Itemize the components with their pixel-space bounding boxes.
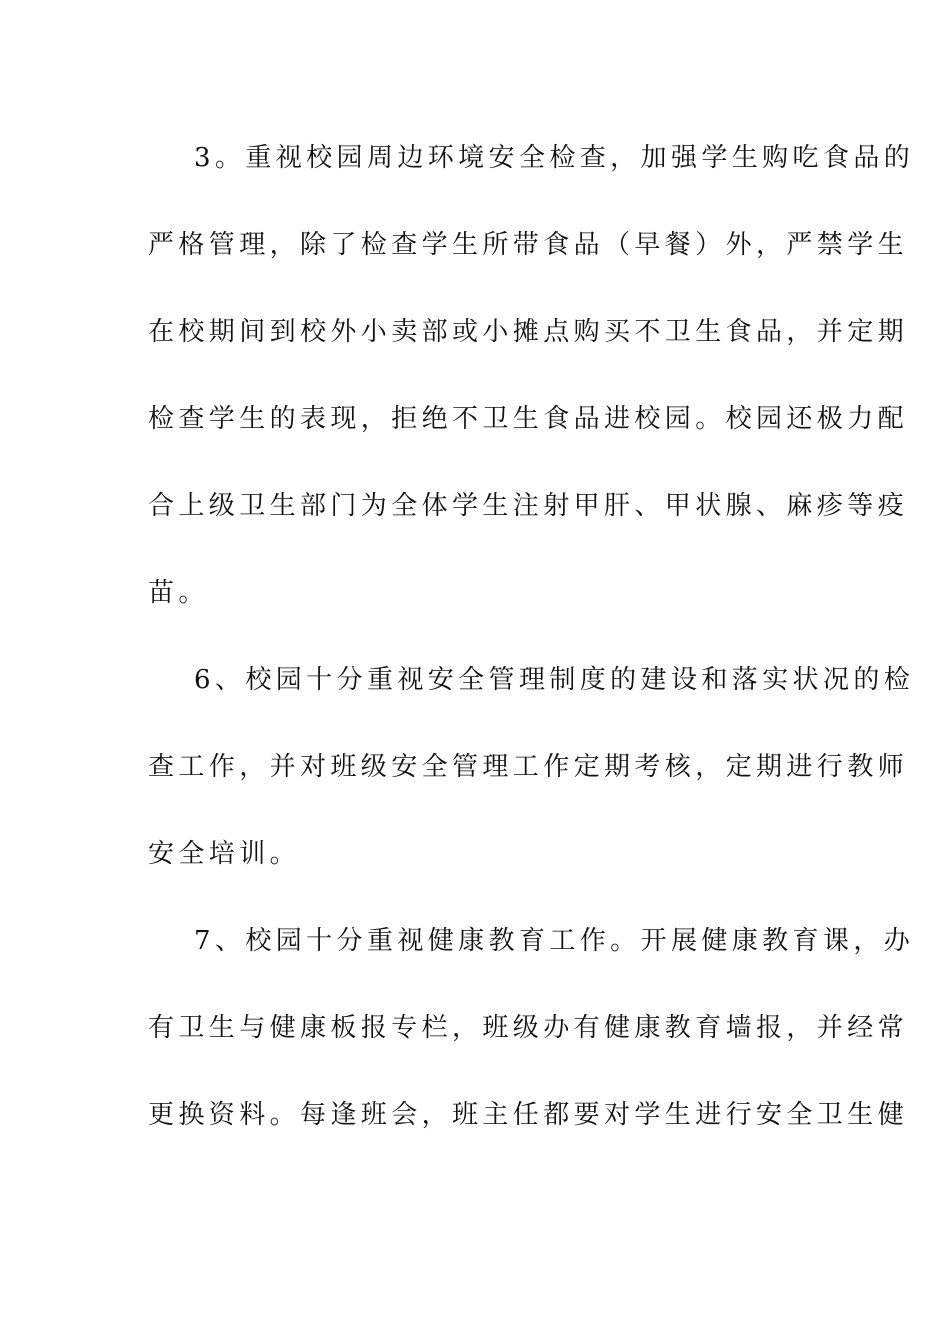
paragraph-line: 更换资料。每逢班会，班主任都要对学生进行安全卫生健 [148, 1100, 909, 1130]
paragraph-line: 苗。 [148, 578, 209, 608]
paragraph-line: 严格管理，除了检查学生所带食品（早餐）外，严禁学生 [148, 230, 909, 260]
paragraph-line: 检查学生的表现，拒绝不卫生食品进校园。校园还极力配 [148, 404, 909, 434]
paragraph-line: 合上级卫生部门为全体学生注射甲肝、甲状腺、麻疹等疫 [148, 491, 909, 521]
paragraph-line: 安全培训。 [148, 839, 301, 869]
paragraph-line: 有卫生与健康板报专栏，班级办有健康教育墙报，并经常 [148, 1013, 909, 1043]
paragraph-line: 查工作，并对班级安全管理工作定期考核，定期进行教师 [148, 752, 909, 782]
paragraph-line: 6、校园十分重视安全管理制度的建设和落实状况的检 [194, 665, 915, 695]
paragraph-line: 7、校园十分重视健康教育工作。开展健康教育课，办 [194, 926, 915, 956]
paragraph-line: 3。重视校园周边环境安全检查，加强学生购吃食品的 [194, 143, 915, 173]
paragraph-line: 在校期间到校外小卖部或小摊点购买不卫生食品，并定期 [148, 317, 909, 347]
